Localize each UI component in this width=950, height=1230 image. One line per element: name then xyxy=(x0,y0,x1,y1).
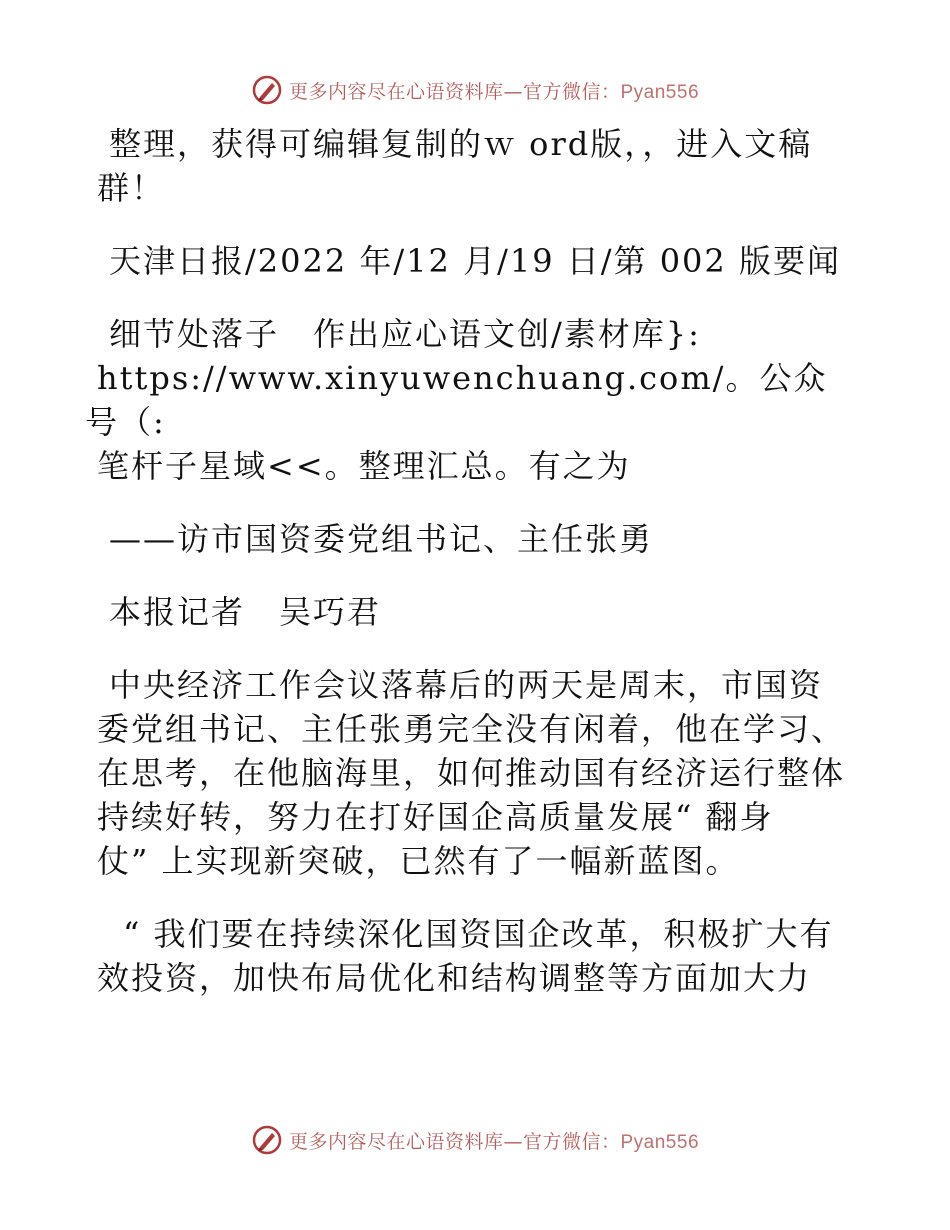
body-paragraph-1: 中央经济工作会议落幕后的两天是周末，市国资 委党组书记、主任张勇完全没有闲着，他在学习、 在思考，在他脑海里，如何推动国有经济运行整体 持续好转，努力在打好国企高质量发展“ 翻身 仗” 上实现新突破，已然有了一幅新蓝图。 xyxy=(97,666,846,880)
footer-banner-text: 更多内容尽在心语资料库—官方微信：Pyan556 xyxy=(288,1130,700,1153)
header-banner xyxy=(0,70,950,110)
byline: 本报记者 吴巧君 xyxy=(109,593,382,631)
footer-banner xyxy=(0,1120,950,1160)
source-line: 天津日报/2022 年/12 月/19 日/第 002 版要闻 xyxy=(109,242,841,280)
body-paragraph-2: “ 我们要在持续深化国资国企改革，积极扩大有 效投资，加快布局优化和结构调整等方面加大力 xyxy=(97,915,834,997)
header-banner-text: 更多内容尽在心语资料库—官方微信：Pyan556 xyxy=(288,80,700,103)
article-body xyxy=(85,122,857,1029)
article-title: 细节处落子 作出应心语文创/素材库}: https://www.xinyuwenchuang.com/。公众号（: 笔杆子星域<<。整理汇总。有之为 xyxy=(85,315,828,485)
pen-logo-icon xyxy=(251,74,283,106)
pen-logo-icon xyxy=(251,1124,283,1156)
intro-paragraph: 整理，获得可编辑复制的ｗ ord版，，进入文稿 群！ xyxy=(97,125,813,207)
article-subtitle: ——访市国资委党组书记、主任张勇 xyxy=(109,520,654,558)
